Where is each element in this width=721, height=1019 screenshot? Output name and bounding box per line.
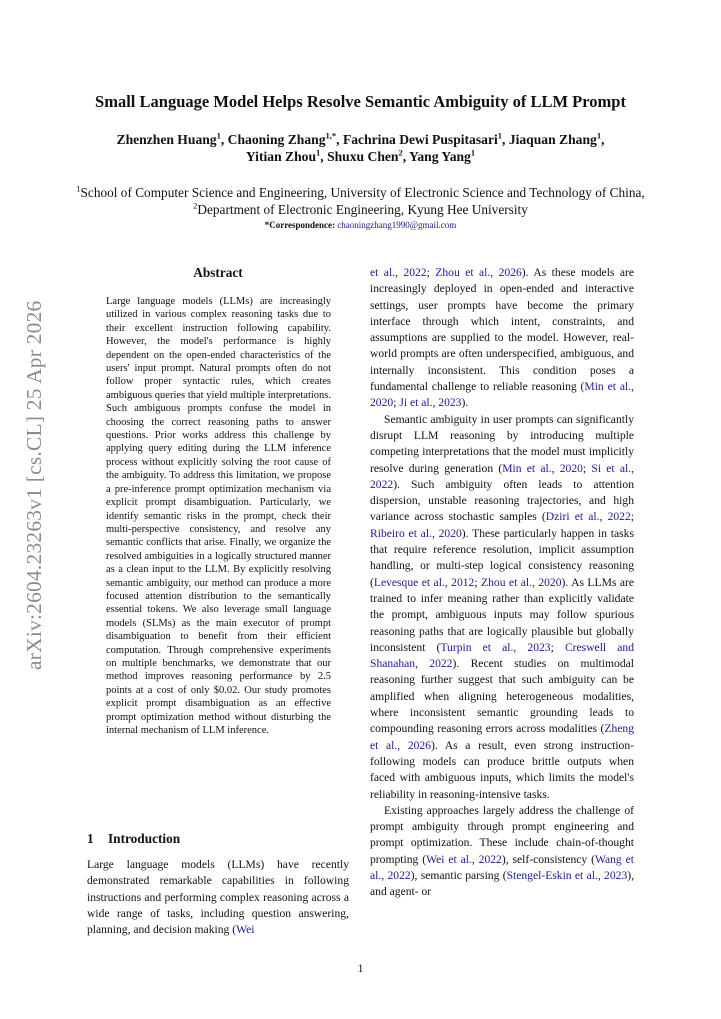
affiliation-2: $^2$Department of Electronic Engineering, Kyung Hee University	[193, 200, 528, 217]
citation-link[interactable]: Si et al., 2022	[370, 461, 635, 491]
body-text: ;	[426, 266, 436, 279]
body-text: ). As LLMs are trained to infer meaning rather than explicitly validate the prompt, ambiguous inputs may follow spurious reasoning paths that are logically plausible but globally inconsistent (	[370, 575, 634, 654]
correspondence-label: *Correspondence:	[264, 220, 336, 230]
body-text: Semantic ambiguity in user prompts can significantly disrupt LLM reasoning by introducing multiple competing interpretations that the model must implicitly resolve during generation (	[370, 412, 634, 475]
body-text: ), self-consistency (	[501, 852, 595, 866]
citation-link[interactable]: Levesque et al., 2012	[373, 575, 475, 589]
citation-link[interactable]: Min et al., 2020	[370, 380, 634, 410]
author-affiliation-mark: 1,*	[325, 130, 337, 141]
correspondence-email[interactable]: chaoningzhang1990@gmail.com	[337, 220, 457, 230]
author-name: Yang Yang	[409, 149, 471, 164]
body-text: ;	[582, 461, 592, 475]
author-affiliation-mark: 1	[470, 147, 476, 158]
body-text: ). Such ambiguity often leads to attention dispersion, unstable reasoning trajectories, and high variance across stochastic samples (	[370, 477, 634, 524]
citation-link[interactable]: Ribeiro et al., 2020	[370, 526, 462, 540]
body-text: ;	[474, 575, 482, 589]
author-name: Zhenzhen Huang	[116, 132, 217, 147]
body-text: ), semantic parsing (	[410, 868, 507, 882]
body-text: ). As these models are increasingly deployed in open-ended and interactive settings, user prompts have become the primary interface through which intent, constraints, and assumptions are supplied to the model. However, real-world prompts are often underspecified, ambiguous, and internally inconsistent. This condition poses a fundamental challenge to reliable reasoning (	[370, 266, 635, 394]
page-number: 1	[357, 962, 364, 975]
body-text: ). These particularly happen in tasks that require reference resolution, implicit assumption handling, or multi-step logical consistency reasoning (	[370, 526, 634, 589]
intro-right-column	[370, 265, 634, 901]
section-number: 1	[87, 831, 94, 846]
author-name: Jiaquan Zhang	[508, 132, 597, 147]
body-text: ), and agent- or	[370, 868, 635, 899]
intro-paragraph-1-end	[370, 265, 634, 412]
body-text: ).	[461, 396, 469, 410]
author-list	[40, 131, 681, 165]
author-affiliation-mark: 1	[216, 130, 221, 141]
body-text: ;	[630, 510, 634, 524]
intro-left-column	[87, 857, 349, 938]
paper-title: Small Language Model Helps Resolve Semantic Ambiguity of LLM Prompt	[95, 92, 626, 111]
author-affiliation-mark: 1	[316, 147, 321, 158]
citation-link[interactable]: Creswell and Shanahan, 2022	[370, 640, 635, 671]
affiliations	[20, 184, 701, 218]
arxiv-watermark: arXiv:2604.23263v1 [cs.CL] 25 Apr 2026	[22, 300, 46, 670]
author-affiliation-mark: 2	[398, 147, 403, 158]
citation-link[interactable]: Wei	[236, 923, 255, 937]
author-name: Shuxu Chen	[327, 149, 399, 164]
abstract-heading: Abstract	[193, 265, 243, 280]
body-text: Large language models (LLMs) have recently demonstrated remarkable capabilities in following instructions and performing complex reasoning across a wide range of tasks, including question answering, planning, and decision making (	[87, 858, 349, 937]
author-line-2: Yitian Zhou$^1$, Shuxu Chen$^2$, Yang Yang$^1$	[245, 147, 476, 164]
citation-link[interactable]: Stengel-Eskin et al., 2023	[506, 868, 628, 882]
author-name: Fachrina Dewi Puspitasari	[342, 132, 498, 147]
author-name: Yitian Zhou	[245, 149, 317, 164]
body-text: ). Recent studies on multimodal reasoning further suggest that such ambiguity can be amplified when aligning heterogeneous modalities, where inconsistent semantic grounding leads to compounding reasoning errors across modalities (	[370, 657, 634, 736]
citation-link[interactable]: Zhou et al., 2026	[435, 266, 522, 279]
citation-link[interactable]: Wei et al., 2022	[426, 852, 502, 866]
citation-link[interactable]: Zhou et al., 2020	[481, 575, 562, 589]
body-text: ;	[550, 640, 565, 654]
section-heading-introduction	[87, 831, 180, 847]
citation-link[interactable]: et al., 2022	[370, 266, 427, 279]
abstract-text: Large language models (LLMs) are increasingly utilized in various complex reasoning tasks due to their excellent instruction following capability. However, the model's performance is highly dependent on the open-ended characteristics of the users' input prompt. Natural prompts often do not follow proper syntactic rules, which creates ambiguous queries that yield multiple interpretations. Such ambiguous prompts confuse the model in choosing the correct reasoning paths to answer questions. Prior works address this challenge by applying query editing during the LLM inference process without explicitly solving the root cause of the ambiguity. To address this limitation, we propose a pre-inference prompt optimization mechanism via explicit prompt disambiguation. Particularly, we identify semantic risks in the prompt, check their multi-perspective consistency, and resolve any semantic conflicts that arise. Finally, we organize the resolved ambiguities in a logically structured manner as a clean input to the LLM. By explicitly resolving semantic ambiguity, our method can produce a more focused attention distribution to the semantically essential tokens. We also leverage small language models (SLMs) as the main executor of prompt disambiguation to benefit from their efficient computation. Through comprehensive experiments on multiple benchmarks, we demonstrate that our method improves reasoning performance by 2.5 points at a cost of only $0.02. Our study promotes explicit prompt disambiguation as an effective prompt optimization method without disturbing the internal mechanism of LLM inference.	[106, 296, 331, 736]
citation-link[interactable]: Wang et al., 2022	[370, 852, 634, 882]
body-text: Existing approaches largely address the challenge of prompt ambiguity through prompt engineering and prompt optimization. These include chain-of-thought prompting (	[370, 803, 634, 866]
citation-link[interactable]: Ji et al., 2023	[399, 396, 462, 410]
correspondence	[0, 220, 721, 230]
intro-paragraph-1-start	[87, 857, 349, 938]
citation-link[interactable]: Dziri et al., 2022	[545, 510, 631, 524]
citation-link[interactable]: Turpin et al., 2023	[440, 640, 551, 654]
author-name: Chaoning Zhang	[227, 132, 326, 147]
author-affiliation-mark: 1	[596, 130, 602, 141]
author-line-1: Zhenzhen Huang$^1$, Chaoning Zhang$^{1,*}$, Fachrina Dewi Puspitasari$^1$, Jiaquan Zhang$^1$,	[116, 130, 605, 147]
citation-link[interactable]: Zheng et al., 2026	[370, 722, 634, 752]
body-text: ;	[393, 396, 400, 410]
intro-paragraph-2	[370, 412, 634, 803]
author-affiliation-mark: 1	[497, 130, 503, 141]
section-title: Introduction	[108, 831, 181, 846]
body-text: ). As a result, even strong instruction-following models can produce brittle outputs when faced with ambiguous inputs, which limits the model's reliability in reasoning-intensive tasks.	[370, 738, 634, 801]
intro-paragraph-3	[370, 803, 634, 901]
affiliation-1: $^1$School of Computer Science and Engineering, University of Electronic Science and Technology of China,	[76, 183, 645, 200]
citation-link[interactable]: Min et al., 2020	[502, 461, 583, 475]
